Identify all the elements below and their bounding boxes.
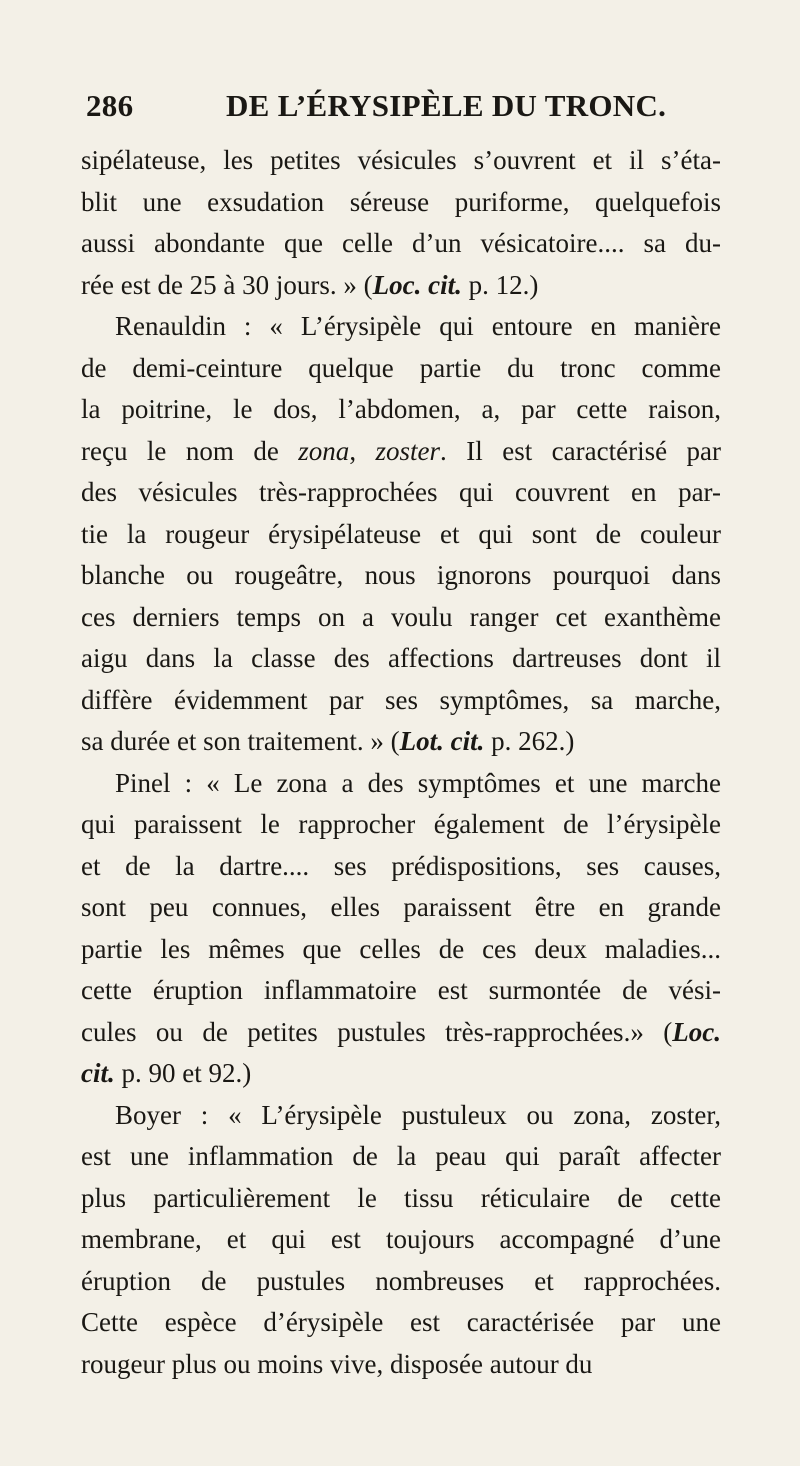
text-segment: sa durée et son traitement. » ( <box>81 726 400 756</box>
text-segment: . Il est caractérisé par <box>440 435 722 466</box>
text-line <box>81 306 721 348</box>
italic-text: zoster <box>375 435 441 466</box>
text-line <box>81 804 721 846</box>
text-line <box>81 638 721 680</box>
text-line <box>81 1261 721 1303</box>
text-line <box>81 140 721 182</box>
text-line <box>81 555 721 597</box>
text-line <box>81 763 721 805</box>
text-line <box>81 680 721 722</box>
text-segment: Renauldin : « L’érysipèle qui entoure en manière <box>115 311 721 341</box>
text-line <box>81 1302 721 1344</box>
text-line <box>81 1136 721 1178</box>
text-segment: p. 262.) <box>484 726 575 756</box>
text-segment: Cette espèce d’érysipèle est caractérisée par une <box>81 1307 721 1337</box>
text-line <box>81 431 721 473</box>
text-line <box>81 1344 721 1386</box>
text-line <box>81 1012 721 1054</box>
body-text <box>81 140 721 1385</box>
running-title: DE L’ÉRYSIPÈLE DU TRONC. <box>226 88 667 123</box>
italic-text: zona <box>298 435 350 466</box>
text-segment: diffère évidemment par ses symptômes, sa marche, <box>81 684 721 715</box>
text-segment: ces derniers temps on a voulu ranger cet exanthème <box>81 601 721 632</box>
text-segment: la poitrine, le dos, l’abdomen, a, par cette raison, <box>81 394 721 424</box>
text-line <box>81 929 721 971</box>
text-segment: Pinel : « Le zona a des symptômes et une marche <box>115 767 721 798</box>
text-segment: aussi abondante que celle d’un vésicatoire.... sa du- <box>81 228 721 258</box>
text-segment: éruption de pustules nombreuses et rapprochées. <box>81 1265 721 1296</box>
text-line <box>81 721 721 763</box>
text-line <box>81 182 721 224</box>
text-segment: aigu dans la classe des affections dartreuses dont il <box>81 643 721 673</box>
text-line <box>81 1095 721 1137</box>
text-segment: est une inflammation de la peau qui paraît affecter <box>81 1141 721 1171</box>
text-segment: tie la rougeur érysipélateuse et qui sont de couleur <box>81 518 721 549</box>
text-segment: , <box>349 435 376 466</box>
text-segment: et de la dartre.... ses prédispositions, ses causes, <box>81 850 721 881</box>
text-segment: blanche ou rougeâtre, nous ignorons pourquoi dans <box>81 560 721 590</box>
text-line <box>81 1178 721 1220</box>
page-number: 286 <box>86 88 134 123</box>
text-segment: rée est de 25 à 30 jours. » ( <box>81 269 373 300</box>
text-line <box>81 887 721 929</box>
text-segment: sont peu connues, elles paraissent être en grande <box>81 892 721 922</box>
italic-text: Lot. cit. <box>399 726 485 756</box>
text-segment: reçu le nom de <box>81 435 299 466</box>
text-line <box>81 389 721 431</box>
text-segment: partie les mêmes que celles de ces deux maladies... <box>81 933 721 964</box>
italic-text: Loc. cit. <box>372 269 462 300</box>
text-segment: p. 12.) <box>461 269 539 300</box>
text-line <box>81 1219 721 1261</box>
text-line <box>81 472 721 514</box>
italic-text: cit. <box>81 1058 115 1088</box>
text-segment: plus particulièrement le tissu réticulaire de cette <box>81 1182 721 1213</box>
italic-text: Loc. <box>672 1016 721 1047</box>
text-segment: cette éruption inflammatoire est surmontée de vési- <box>81 975 721 1005</box>
text-segment: de demi-ceinture quelque partie du tronc comme <box>81 352 721 383</box>
text-segment: membrane, et qui est toujours accompagné d’une <box>81 1224 721 1254</box>
text-segment: des vésicules très-rapprochées qui couvrent en par- <box>81 477 721 507</box>
text-segment: p. 90 et 92.) <box>114 1058 252 1088</box>
text-segment: qui paraissent le rapprocher également de l’érysipèle <box>81 809 721 839</box>
text-segment: Boyer : « L’érysipèle pustuleux ou zona, zoster, <box>115 1099 721 1130</box>
text-line <box>81 265 721 307</box>
text-line <box>81 514 721 556</box>
page-header <box>86 88 726 132</box>
text-line <box>81 1053 721 1095</box>
text-line <box>81 970 721 1012</box>
text-line <box>81 348 721 390</box>
text-line <box>81 597 721 639</box>
text-line <box>81 223 721 265</box>
text-segment: cules ou de petites pustules très-rapprochées.» ( <box>81 1016 673 1047</box>
text-segment: blit une exsudation séreuse puriforme, quelquefois <box>81 186 721 217</box>
text-line <box>81 846 721 888</box>
text-segment: rougeur plus ou moins vive, disposée autour du <box>81 1348 593 1379</box>
text-segment: sipélateuse, les petites vésicules s’ouvrent et il s’éta- <box>81 145 721 175</box>
